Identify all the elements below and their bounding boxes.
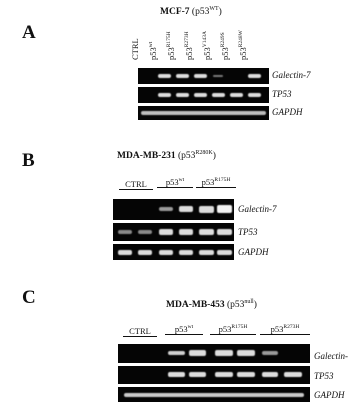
panel-c-group-label: $p53^{R175H}$ — [210, 324, 256, 335]
panel-b-gel-gapdh — [113, 244, 234, 260]
panel-b-genotype-sup: R280K — [195, 150, 213, 156]
panel-b-gene-label: TP53 — [238, 227, 258, 237]
panel-c-genotype-sup: null — [244, 299, 254, 305]
panel-b-group-label: $p53^{wt}$ — [157, 177, 193, 188]
panel-c-genotype-close: ) — [253, 300, 257, 311]
panel-b-group-label: $p53^{R175H}$ — [196, 177, 236, 188]
panel-c-gene-label: Galectin- — [314, 351, 348, 361]
panel-b-group-label: CTRL — [119, 179, 153, 190]
panel-c-gel-galectin7 — [118, 344, 310, 363]
panel-a-lane-label: $p53^{R175H}$ — [166, 31, 176, 60]
panel-c-gel-tp53 — [118, 366, 310, 384]
panel-a-lane-label: $p53^{wt}$ — [148, 41, 158, 60]
panel-b-gene-label: GAPDH — [238, 247, 269, 257]
panel-c-title — [166, 299, 257, 310]
panel-letter-b: B — [22, 150, 35, 171]
panel-a-lane-label: CTRL — [130, 38, 140, 60]
panel-a-genotype-sup: WT — [209, 6, 219, 12]
panel-c-gel-gapdh — [118, 387, 310, 402]
panel-a-genotype-close: ) — [218, 7, 222, 18]
panel-b-gene-label: Galectin-7 — [238, 204, 277, 214]
panel-a-lane-label: $p53^{R248W}$ — [238, 30, 248, 60]
panel-b-cell-line: MDA-MB-231 — [117, 151, 176, 162]
panel-c-gene-label: TP53 — [314, 371, 334, 381]
panel-a-gene-label: GAPDH — [272, 107, 303, 117]
panel-a-lane-label: $p53^{V143A}$ — [202, 31, 212, 60]
panel-a-gel-gapdh — [138, 106, 269, 120]
panel-c-group-label: $p53^{R273H}$ — [260, 324, 310, 335]
panel-c-gene-label: GAPDH — [314, 390, 345, 400]
panel-b-gel-galectin7 — [113, 199, 234, 220]
panel-a-genotype-open: (p53 — [191, 7, 210, 18]
panel-a-gel-galectin7 — [138, 68, 269, 84]
panel-c-genotype-open: (p53 — [226, 300, 245, 311]
panel-c-group-label: $p53^{wt}$ — [165, 324, 203, 335]
panel-a-gel-tp53 — [138, 87, 269, 103]
panel-b-genotype-close: ) — [212, 151, 216, 162]
panel-c-cell-line: MDA-MB-453 — [166, 300, 225, 311]
panel-b-gel-tp53 — [113, 223, 234, 241]
panel-a-gene-label: TP53 — [272, 89, 292, 99]
panel-letter-c: C — [22, 287, 36, 308]
panel-a-lane-label: $p53^{R249S}$ — [220, 32, 230, 60]
panel-letter-a: A — [22, 22, 36, 43]
panel-b-genotype-open: (p53 — [177, 151, 196, 162]
panel-c-group-label: CTRL — [123, 326, 157, 337]
panel-a-title — [160, 6, 222, 17]
panel-a-gene-label: Galectin-7 — [272, 70, 311, 80]
panel-a-cell-line: MCF-7 — [160, 7, 190, 18]
panel-a-lane-label: $p53^{R273H}$ — [184, 31, 194, 60]
panel-b-title — [117, 150, 216, 161]
